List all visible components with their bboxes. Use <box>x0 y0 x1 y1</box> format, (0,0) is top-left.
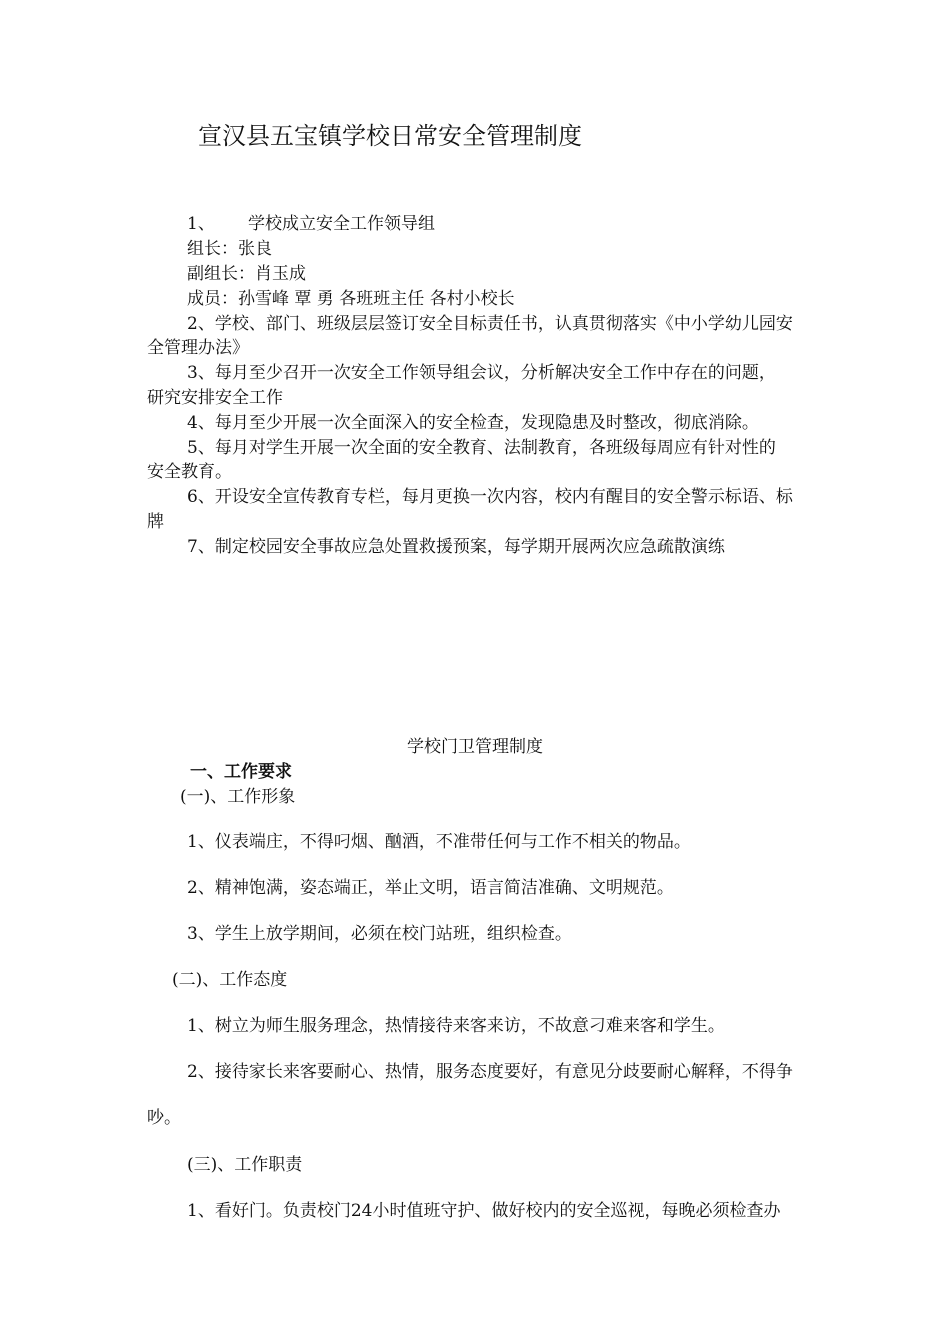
item-7-line: 7、制定校园安全事故应急处置救援预案，每学期开展两次应急疏散演练 <box>187 537 725 557</box>
attitude-rule-1: 1、树立为师生服务理念，热情接待来客来访，不故意刁难来客和学生。 <box>187 1016 725 1036</box>
item-6-line-1: 6、开设安全宣传教育专栏，每月更换一次内容，校内有醒目的安全警示标语、标 <box>187 487 793 507</box>
image-rule-1: 1、仪表端庄，不得叼烟、酗酒，不准带任何与工作不相关的物品。 <box>187 832 691 852</box>
section-title: 学校门卫管理制度 <box>407 737 543 757</box>
item-2-line-1: 2、学校、部门、班级层层签订安全目标责任书，认真贯彻落实《中小学幼儿园安 <box>187 314 793 334</box>
image-rule-3: 3、学生上放学期间，必须在校门站班，组织检查。 <box>187 924 572 944</box>
vice-leader-line: 副组长：肖玉成 <box>187 264 306 284</box>
leader-line: 组长：张良 <box>187 239 272 259</box>
image-rule-2: 2、精神饱满，姿态端正，举止文明，语言简洁准确、文明规范。 <box>187 878 674 898</box>
document-title: 宣汉县五宝镇学校日常安全管理制度 <box>198 122 582 150</box>
item-6-line-2: 牌 <box>147 512 164 532</box>
attitude-rule-2-line-1: 2、接待家长来客要耐心、热情，服务态度要好，有意见分歧要耐心解释，不得争 <box>187 1062 793 1082</box>
subheading-work-image: (一)、工作形象 <box>180 787 296 807</box>
item-1-number: 1、 <box>187 214 215 234</box>
item-5-line-1: 5、每月对学生开展一次全面的安全教育、法制教育，各班级每周应有针对性的 <box>187 438 776 458</box>
attitude-rule-2-line-2: 吵。 <box>147 1108 181 1128</box>
item-3-line-2: 研究安排安全工作 <box>147 388 283 408</box>
members-line: 成员：孙雪峰 覃 勇 各班班主任 各村小校长 <box>187 289 515 309</box>
subheading-work-duties: (三)、工作职责 <box>187 1155 303 1175</box>
item-5-line-2: 安全教育。 <box>147 462 232 482</box>
item-3-line-1: 3、每月至少召开一次安全工作领导组会议，分析解决安全工作中存在的问题， <box>187 363 776 383</box>
item-4-line: 4、每月至少开展一次全面深入的安全检查，发现隐患及时整改，彻底消除。 <box>187 413 759 433</box>
subheading-work-attitude: (二)、工作态度 <box>172 970 288 990</box>
item-2-line-2: 全管理办法》 <box>147 338 249 358</box>
item-1-text: 学校成立安全工作领导组 <box>248 214 435 234</box>
duty-rule-1: 1、看好门。负责校门24小时值班守护、做好校内的安全巡视，每晚必须检查办 <box>187 1201 781 1221</box>
heading-work-requirements: 一、工作要求 <box>190 762 292 782</box>
